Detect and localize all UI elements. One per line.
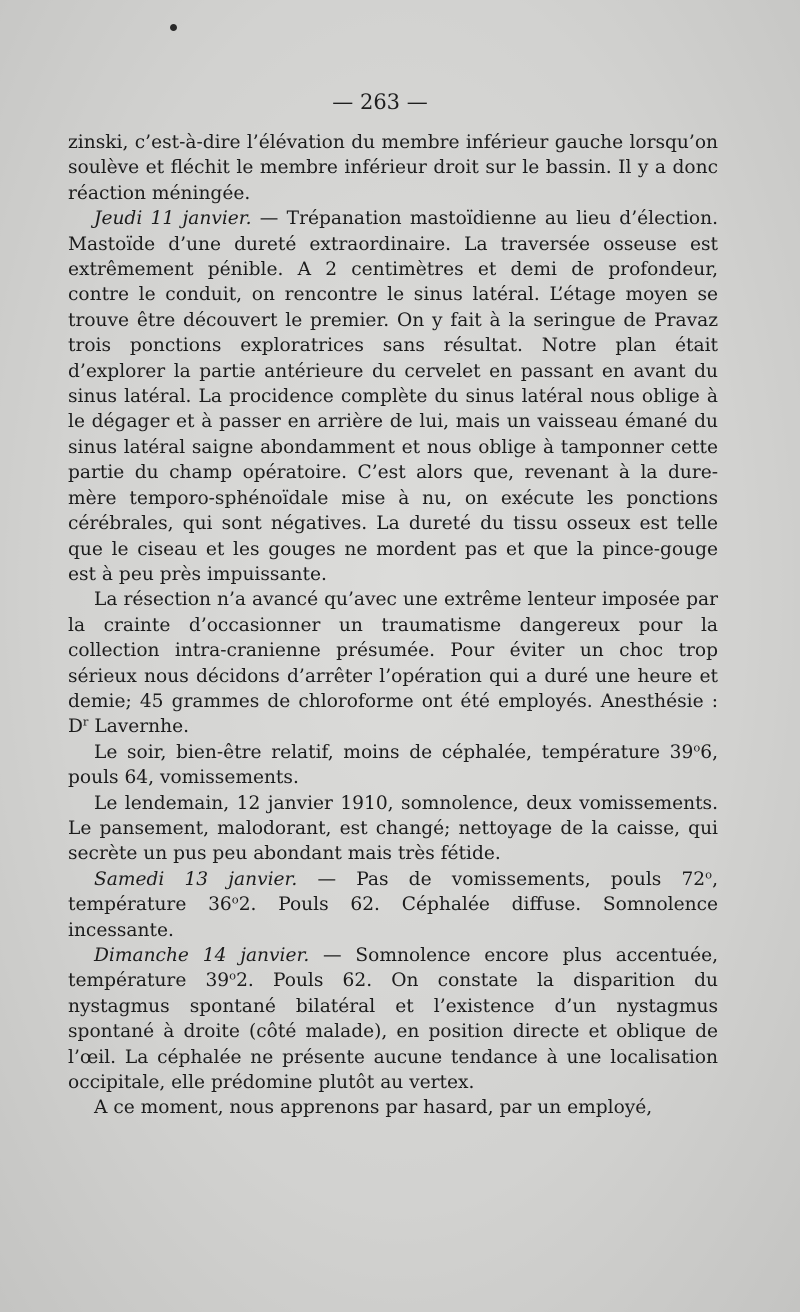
paragraph-text: — Somnolence encore plus accentuée, température 39 xyxy=(68,945,718,992)
paragraph-text: 6, pouls 64, vomissements. xyxy=(68,741,718,789)
page-number: — 263 — xyxy=(332,90,428,114)
paragraph-lendemain: Le lendemain, 12 janvier 1910, somnolence, deux vomissements. Le pansement, malodorant, est changé; nettoyage de la caisse, qui secrète un pus peu abondant mais très fétide. xyxy=(68,792,718,865)
paragraph-text: Le soir, bien-être relatif, moins de céphalée, température 39 xyxy=(94,741,694,763)
date-heading: Samedi 13 janvier. xyxy=(94,868,298,890)
paragraph-text: — Trépanation mastoïdienne au lieu d’élection. Mastoïde d’une dureté extraordinaire. La traversée osseuse est extrêmement pénible. A 2 centimètres et demi de profondeur, contre le conduit, on rencontre le sinus latéral. L’étage moyen se trouve être découvert le premier. On y fait à la seringue de Pravaz trois ponctions exploratrices sans résultat. Notre plan était d’explorer la partie antérieure du cervelet en passant en avant du sinus latéral. La procidence complète du sinus latéral nous oblige à le dégager et à passer en arrière de lui, mais un vaisseau émané du sinus latéral saigne abondamment et nous oblige à tamponner cette partie du champ opératoire. C’est alors que, revenant à la dure-mère temporo-sphénoïdale mise à nu, on exécute les ponctions cérébrales, qui sont négatives. La dureté du tissu osseux est telle que le ciseau et les gouges ne mordent pas et que la pince-gouge est à peu près impuissante. xyxy=(68,208,718,585)
paragraph-samedi xyxy=(68,867,718,943)
paragraph-text: , température 36 xyxy=(68,868,718,916)
paragraph-text: La résection n’a avancé qu’avec une extrême lenteur imposée par la crainte d’occasionner un traumatisme dangereux pour la collection intra-cranienne présumée. Pour éviter un choc trop sérieux nous décidons d’arrêter l’opération qui a duré une heure et demie; 45 grammes de chloroforme ont été employés. Anesthésie : D xyxy=(68,589,718,738)
paragraph-text: 2. Pouls 62. Céphalée diffuse. Somnolence incessante. xyxy=(68,894,718,941)
degree-mark: o xyxy=(229,969,237,984)
paragraph-resection xyxy=(68,587,718,739)
anesthetist-name: Lavernhe. xyxy=(88,716,190,738)
paragraph-final: A ce moment, nous apprenons par hasard, par un employé, xyxy=(94,1097,653,1119)
body-text xyxy=(68,130,718,1121)
superscript: r xyxy=(82,715,89,730)
paragraph-soir xyxy=(68,740,718,791)
paragraph-text: 2. Pouls 62. On constate la disparition du nystagmus spontané bilatéral et l’existence d’un nystagmus spontané à droite (côté malade), en position directe et oblique de l’œil. La céphalée ne présente aucune tendance à une localisation occipitale, elle prédomine plutôt au vertex. xyxy=(68,970,718,1094)
paragraph-jeudi xyxy=(68,206,718,587)
paragraph-dimanche xyxy=(68,943,718,1095)
ink-speck xyxy=(170,24,177,31)
degree-mark: o xyxy=(231,892,239,907)
date-heading: Dimanche 14 janvier. xyxy=(94,945,310,966)
degree-mark: o xyxy=(705,867,713,882)
date-heading: Jeudi 11 janvier. xyxy=(94,208,252,230)
paragraph-text: — Pas de vomissements, pouls 72 xyxy=(297,868,706,890)
degree-mark: o xyxy=(693,740,701,755)
paragraph-continuation: zinski, c’est-à-dire l’élévation du membre inférieur gauche lorsqu’on soulève et fléchit le membre inférieur droit sur le bassin. Il y a donc réaction méningée. xyxy=(68,132,718,204)
